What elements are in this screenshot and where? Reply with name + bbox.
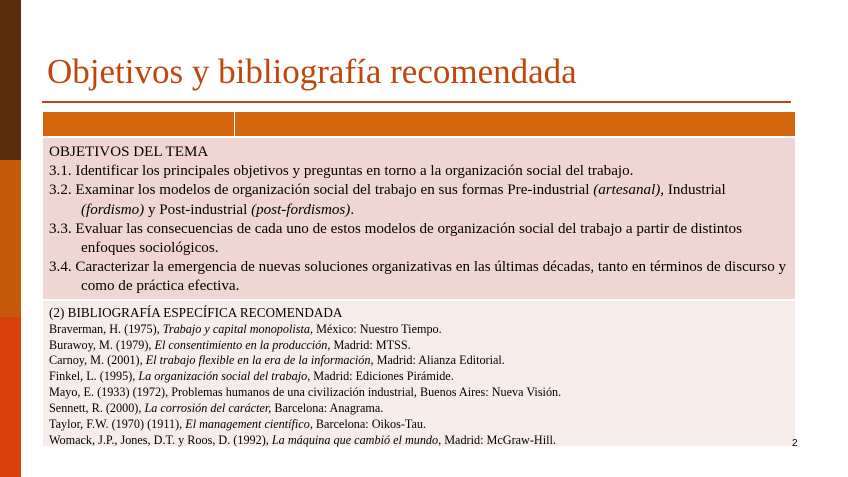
reference-author: Finkel, L. (1995), xyxy=(49,369,139,384)
reference-item xyxy=(49,433,787,449)
reference-item xyxy=(49,401,787,417)
objective-text: 3.2. Examinar los modelos de organización social del trabajo en sus formas Pre-industrial xyxy=(49,182,594,199)
reference-title: La corrosión del carácter, xyxy=(144,401,272,416)
reference-author: Burawoy, M. (1979), xyxy=(49,337,155,352)
objective-item: 3.4. Caracterizar la emergencia de nuevas soluciones organizativas en las últimas décadas, tanto en términos de discurso y como de práctica efectiva. xyxy=(49,259,787,295)
reference-item xyxy=(49,385,787,401)
page-number: 2 xyxy=(792,438,798,449)
side-bar-orange xyxy=(0,160,21,317)
reference-publisher: , Madrid: McGraw-Hill. xyxy=(438,432,556,447)
reference-author: Braverman, H. (1975), xyxy=(49,321,163,336)
bibliography-section xyxy=(43,301,795,446)
reference-author: Mayo, E. (1933) (1972), Problemas humanos de una civilización industrial, Buenos Aires: Nueva Visión. xyxy=(49,385,562,400)
objective-text: y Post-industrial xyxy=(144,201,252,218)
reference-publisher: , Madrid: MTSS. xyxy=(327,337,411,352)
reference-item xyxy=(49,353,787,369)
reference-title: El consentimiento en la producción xyxy=(154,337,328,352)
objective-item xyxy=(49,181,787,219)
objectives-section xyxy=(43,138,795,299)
side-bar-dark xyxy=(0,0,21,160)
reference-author: Taylor, F.W. (1970) (1911), xyxy=(49,417,186,432)
side-bar-red xyxy=(0,317,21,477)
reference-title: Trabajo y capital monopolista xyxy=(162,321,310,336)
reference-item xyxy=(49,322,787,338)
reference-publisher: , México: Nuestro Tiempo. xyxy=(310,321,442,336)
reference-item xyxy=(49,417,787,433)
reference-item xyxy=(49,369,787,385)
objective-text: . xyxy=(350,201,355,218)
reference-title: El trabajo flexible en la era de la información xyxy=(145,353,371,368)
content-table xyxy=(43,112,795,446)
objective-item: 3.1. Identificar los principales objetivos y preguntas en torno a la organización social del trabajo. xyxy=(49,163,634,180)
reference-author: Carnoy, M. (2001), xyxy=(49,353,146,368)
table-header-cell-left xyxy=(43,112,235,136)
reference-author: Womack, J.P., Jones, D.T. y Roos, D. (1992), xyxy=(49,432,272,447)
reference-item xyxy=(49,338,787,354)
objective-text: Industrial xyxy=(664,182,726,199)
objectives-heading: OBJETIVOS DEL TEMA xyxy=(49,144,209,160)
objective-italic: (post-fordismos) xyxy=(251,201,351,218)
reference-title: El management científico xyxy=(185,417,310,432)
reference-author: Sennett, R. (2000), xyxy=(49,401,145,416)
slide-title: Objetivos y bibliografía recomendada xyxy=(47,52,577,91)
reference-publisher: Barcelona: Anagrama. xyxy=(271,401,384,416)
table-header-cell-right xyxy=(235,112,795,136)
reference-publisher: , Madrid: Alianza Editorial. xyxy=(370,353,505,368)
objective-italic: (fordismo) xyxy=(81,201,145,218)
reference-title: La máquina que cambió el mundo xyxy=(271,432,439,447)
objective-item: 3.3. Evaluar las consecuencias de cada uno de estos modelos de organización social del trabajo a partir de distintos enfoques sociológicos. xyxy=(49,220,742,257)
reference-publisher: , Barcelona: Oikos-Tau. xyxy=(309,417,427,432)
objective-italic: (artesanal), xyxy=(593,182,665,199)
reference-publisher: , Madrid: Ediciones Pirámide. xyxy=(307,369,454,384)
title-underline xyxy=(42,101,791,103)
reference-title: La organización social del trabajo xyxy=(138,369,308,384)
bibliography-heading: (2) BIBLIOGRAFÍA ESPECÍFICA RECOMENDADA xyxy=(49,304,343,320)
table-header-band xyxy=(43,112,795,136)
